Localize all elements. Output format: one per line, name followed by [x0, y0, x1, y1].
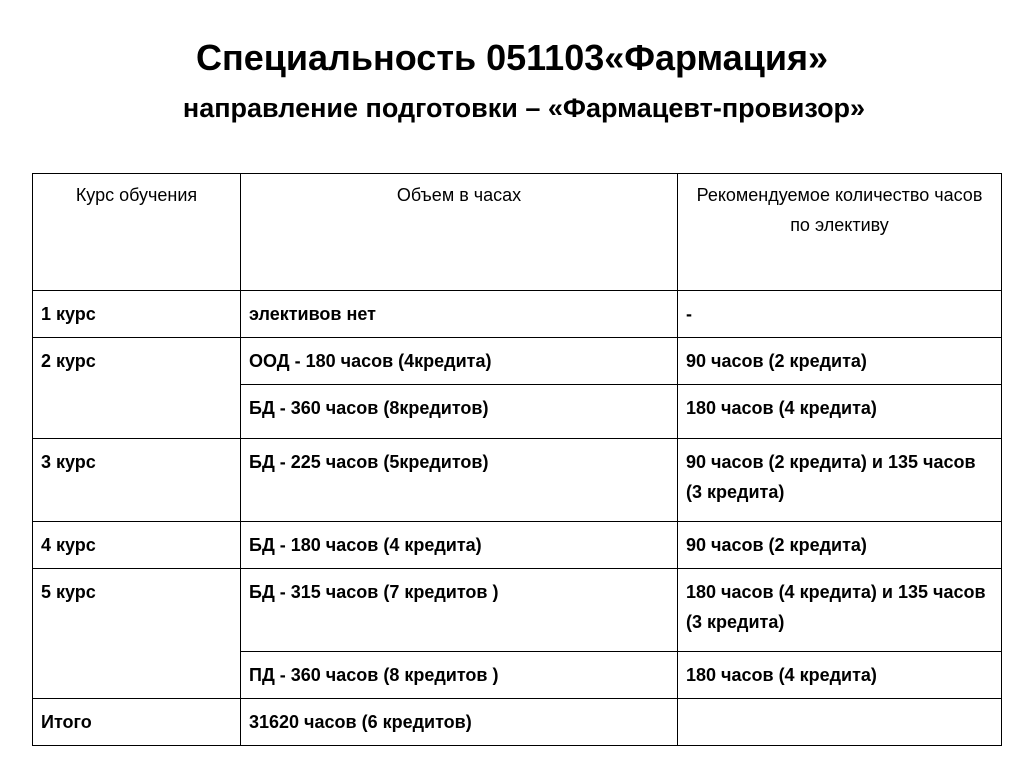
recommended-cell: 90 часов (2 кредита): [678, 338, 1002, 385]
electives-table: [32, 173, 1002, 746]
volume-cell: БД - 180 часов (4 кредита): [241, 522, 678, 569]
volume-cell: элективов нет: [241, 291, 678, 338]
course-cell: 3 курс: [33, 439, 241, 522]
table-row: [33, 291, 1002, 338]
table-total-row: [33, 699, 1002, 746]
volume-cell: ПД - 360 часов (8 кредитов ): [241, 652, 678, 699]
table-row: [33, 569, 1002, 652]
page-subtitle: направление подготовки – «Фармацевт-провизор»: [182, 93, 866, 123]
header-volume: Объем в часах: [241, 174, 678, 291]
recommended-cell: 180 часов (4 кредита): [678, 652, 1002, 699]
header-recommended: Рекомендуемое количество часов по элективу: [678, 174, 1002, 291]
recommended-cell: 90 часов (2 кредита): [678, 522, 1002, 569]
course-cell: 5 курс: [33, 569, 241, 699]
total-recommended: [678, 699, 1002, 746]
volume-cell: ООД - 180 часов (4кредита): [241, 338, 678, 385]
total-volume: 31620 часов (6 кредитов): [241, 699, 678, 746]
course-cell: 4 курс: [33, 522, 241, 569]
table-row: [33, 522, 1002, 569]
table-row: [33, 439, 1002, 522]
recommended-cell: 180 часов (4 кредита) и 135 часов (3 кредита): [678, 569, 1002, 652]
recommended-cell: 90 часов (2 кредита) и 135 часов (3 кредита): [678, 439, 1002, 522]
course-cell: 1 курс: [33, 291, 241, 338]
recommended-cell: 180 часов (4 кредита): [678, 385, 1002, 439]
recommended-cell: -: [678, 291, 1002, 338]
course-cell: 2 курс: [33, 338, 241, 439]
header-course: Курс обучения: [33, 174, 241, 291]
page-title: Специальность 051103«Фармация»: [196, 37, 828, 78]
volume-cell: БД - 315 часов (7 кредитов ): [241, 569, 678, 652]
table-row: [33, 338, 1002, 385]
volume-cell: БД - 225 часов (5кредитов): [241, 439, 678, 522]
total-label: Итого: [33, 699, 241, 746]
volume-cell: БД - 360 часов (8кредитов): [241, 385, 678, 439]
table-header-row: [33, 174, 1002, 291]
